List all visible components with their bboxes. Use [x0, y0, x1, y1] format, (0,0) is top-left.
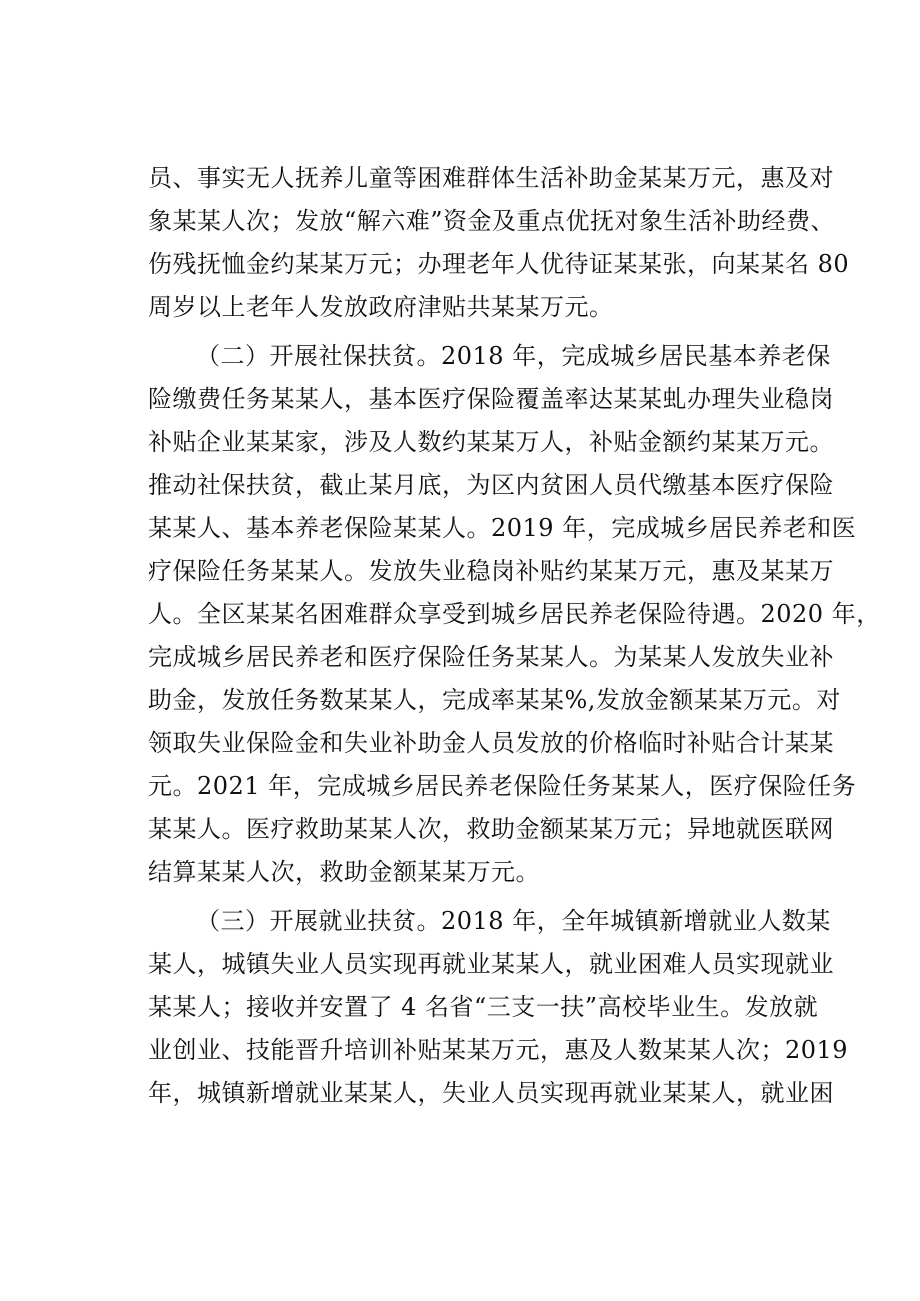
text-line: 人。全区某某名困难群众享受到城乡居民养老保险待遇。2020 年， — [148, 600, 881, 628]
text-line: 疗保险任务某某人。发放失业稳岗补贴约某某万元，惠及某某万 — [148, 557, 834, 585]
text-line: 助金，发放任务数某某人，完成率某某%,发放金额某某万元。对 — [148, 686, 841, 714]
text-line: 周岁以上老年人发放政府津贴共某某万元。 — [148, 293, 614, 321]
text-line: 元。2021 年，完成城乡居民养老保险任务某某人，医疗保险任务 — [148, 772, 857, 800]
text-line: 领取失业保险金和失业补助金人员发放的价格临时补贴合计某某 — [148, 729, 834, 757]
text-line: 象某某人次；发放“解六难”资金及重点优抚对象生活补助经费、 — [148, 207, 836, 235]
text-line: 某人，城镇失业人员实现再就业某某人，就业困难人员实现就业 — [148, 950, 834, 978]
text-line: 补贴企业某某家，涉及人数约某某万人，补贴金额约某某万元。 — [148, 428, 834, 456]
text-line: 某某人。医疗救助某某人次，救助金额某某万元；异地就医联网 — [148, 815, 834, 843]
text-line: 完成城乡居民养老和医疗保险任务某某人。为某某人发放失业补 — [148, 643, 834, 671]
text-line: 某某人；接收并安置了 4 名省“三支一扶”高校毕业生。发放就 — [148, 993, 819, 1021]
text-line: 伤残抚恤金约某某万元；办理老年人优待证某某张，向某某名 80 — [148, 250, 850, 278]
text-line: 员、事实无人抚养儿童等困难群体生活补助金某某万元，惠及对 — [148, 164, 834, 192]
section-heading-line: （二）开展社保扶贫。2018 年，完成城乡居民基本养老保 — [196, 342, 831, 370]
text-line: 业创业、技能晋升培训补贴某某万元，惠及人数某某人次；2019 — [148, 1036, 849, 1064]
text-line: 结算某某人次，救助金额某某万元。 — [148, 858, 540, 886]
text-line: 推动社保扶贫，截止某月底，为区内贫困人员代缴基本医疗保险 — [148, 471, 834, 499]
text-line: 某某人、基本养老保险某某人。2019 年，完成城乡居民养老和医 — [148, 514, 857, 542]
section-heading-line: （三）开展就业扶贫。2018 年，全年城镇新增就业人数某 — [196, 907, 831, 935]
text-line: 年，城镇新增就业某某人，失业人员实现再就业某某人，就业困 — [148, 1079, 834, 1107]
text-line: 险缴费任务某某人，基本医疗保险覆盖率达某某虬办理失业稳岗 — [148, 385, 834, 413]
